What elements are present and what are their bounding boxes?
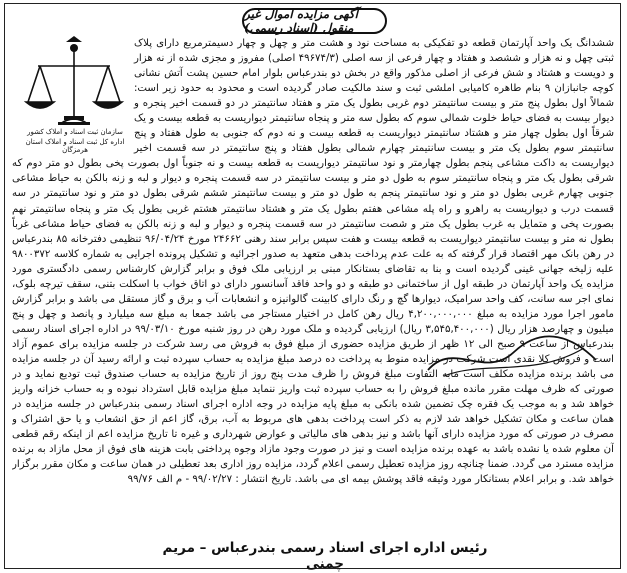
emblem-caption-org: سازمان ثبت اسناد و املاک کشور: [27, 128, 123, 136]
notice-title: آگهی مزایده اموال غیر منقول (اسناد رسمی): [242, 8, 387, 34]
signature-line: رئیس اداره اجرای اسناد رسمی بندرعباس – مریم چمنی: [162, 540, 488, 572]
emblem-caption-office: اداره کل ثبت اسناد و املاک استان هرمزگان: [25, 138, 125, 154]
notice-body-text: ششدانگ یک واحد آپارتمان قطعه دو تفکیکی به مساحت نود و هشت متر و چهل و چهار دسیمترمربع دارای پلاک ثبتی چهل و نه هزار و ششصد و هفتاد و چهار فرعی از سه اصلی (۴۹۶۷۴/۳ اصلی) مفروز و مجزی شده از نه هزار و دویست و هشتاد و شش فرعی از اصلی مذکور واقع در بخش دو بندرعباس بلوار امام حسین پشت آتش نشانی کوچه جانبازان ۹ بنام طاهره کامیابی املشی ثبت و سند مالکیت صادر گردیده است و محدود به حدود زیر است: شمالاً اول بطول پنج متر و بیست سانتیمتر دوم غربی بطول یک متر و هفتاد سانتیمتر در دو قسمت اخیر پنجره و دیوار بیست به فضای حیاط خلوت شمالی سوم که بطول سه متر و پنجاه سانتیمتر دیواریست به قطعه بیست و یک شرقاً اول بطول چهار متر و هشتاد سانتیمتر دیواریست به قطعه بیست و نه دوم که جنوبی به طول هفتاد و پنج سانتیمتر سوم بطول یک متر و بیست سانتیمتر چهارم شمالی بطول هفتاد و پنج سانتیمتر در سه قسمت اخیر دیواریست به داکت مشاعی پنجم بطول چهارمتر و نود سانتیمتر دیواریست به قطعه بیست و نه جنوباً اول بصورت پخی بطول دو متر دوم که شرقی بطول یک متر و پنجاه سانتیمتر سوم به طول دو متر و بیست سانتیمتر در سه قسمت پنجره و دیوار و لبه و زنه بالکن به حیاط مشاعی جنوبی چهارم غربی بطول دو متر و نود سانتیمتر پنجم به طول دو متر و بیست سانتیمتر ششم شرقی بطول دو متر و نود سانتیمتر در سه قسمت درب و دیواریست به راهرو و راه پله مشاعی هفتم بطول یک متر و هشتاد سانتیمتر هشتم غربی بطول یک متر و پنجاه سانتیمتر نهم بصورت پخی و متمایل به غرب بطول یک متر و شصت سانتیمتر در سه قسمت پنجره و دیوار و لبه و زنه بالکن به فضای حیاط مشاعی غرباً بطول نه متر و بیست سانتیمتر دیواریست به قطعه بیست و هفت سپس برابر سند رهنی ۲۴۶۶۲ مورخ ۹۶/۰۴/۲۴ تنظیمی دفترخانه ۸۵ بندرعباس در رهن بانک مهر اقتصاد قرار گرفته که به علت عدم پرداخت بدهی متعهد به صدور اجرائیه و تشکیل پرونده اجرایی به شماره کلاسه ۹۸۰۰۳۷۲ علیه زلیخه جهانی غینی گردیده است و بنا به تقاضای بستانکار مبنی بر ارزیابی ملک فوق و برابر گزارش کارشناس رسمی دادگستری مورد مزایده یک واحد آپارتمان در طبقه اول از ساختمانی دو طبقه و دو واحد فاقد آسانسور دارای دو اتاق خواب با اسکلت بتنی، سقف تیرچه بلوک، نمای اجر سه سانت، کف واحد سرامیک، دیوارها گچ و رنگ دارای کابینت گالوانیزه و انشعابات آب و برق و گاز مستقل می باشد و برابر گزارش مامور اجرا مورد مزایده به مبلغ ۴,۲۰۰,۰۰۰,۰۰۰ ریال رهن کامل در اختیار مستاجر می باشد جمعا به مبلغ سه میلیارد و پانصد و چهل و پنج میلیون و چهارصد هزار ریال (۳,۵۴۵,۴۰۰,۰۰۰ ریال) ارزیابی گردیده و ملک مورد رهن در روز شنبه مورخ ۹۹/۰۳/۱۰ در اداره اجرای اسناد رسمی بندرعباس از ساعت ۹ صبح الی ۱۲ ظهر از طریق مزایده حضوری از مبلغ فوق به فروش می رسد شرکت در جلسه مزایده برای عموم آزاد است و فروش کلا نقدی است شرکت در مزایده منوط به پرداخت ده درصد مبلغ مزایده به حساب سپرده ثبت و ارائه رسید آن در جلسه مزایده می باشد برنده مزایده مکلف است مابه التفاوت مبلغ فروش را ظرف مدت پنج روز از تاریخ مزایده به حساب صندوق ثبت تودیع نماید و در صورتی که ظرف مهلت مقرر مانده مبلغ فروش را به حساب سپرده ثبت واریز ننماید مبلغ مزایده قابل استرداد نبوده و به حساب خزانه واریز خواهد شد و به موجب یک فقره چک تضمین شده بانکی به مبلغ پایه مزایده در وجه اداره اجرای اسناد رسمی بندرعباس در جلسه مزایده در همان ساعت و مکان تشکیل خواهد شد لازم به ذکر است پرداخت بدهی های مربوط به آب، برق، گاز اعم از حق انشعاب و یا حق اشتراک و مصرف در صورتی که مورد مزایده دارای آنها باشد و نیز بدهی های مالیاتی و عوارض شهرداری و غیره تا تاریخ مزایده اعم از اینکه رقم قطعی آن معلوم شده یا نشده باشد به عهده برنده مزایده است و نیز در صورت وجود مازاد وجوه پرداختی بابت هزینه های فوق از محل مازاد به برنده مزایده مسترد می گردد. ضمنا چنانچه روز مزایده تعطیل رسمی اعلام گردد، مزایده روز اداری بعد تعطیلی در همان ساعت و مکان مقرر برگزار خواهد شد. و برابر اعلام بستانکار مورد وثیقه فاقد پوشش بیمه ای می باشد. تاریخ انتشار : ۹۹/۰۲/۲۷ - م الف ۹۹/۷۶: [12, 38, 614, 486]
